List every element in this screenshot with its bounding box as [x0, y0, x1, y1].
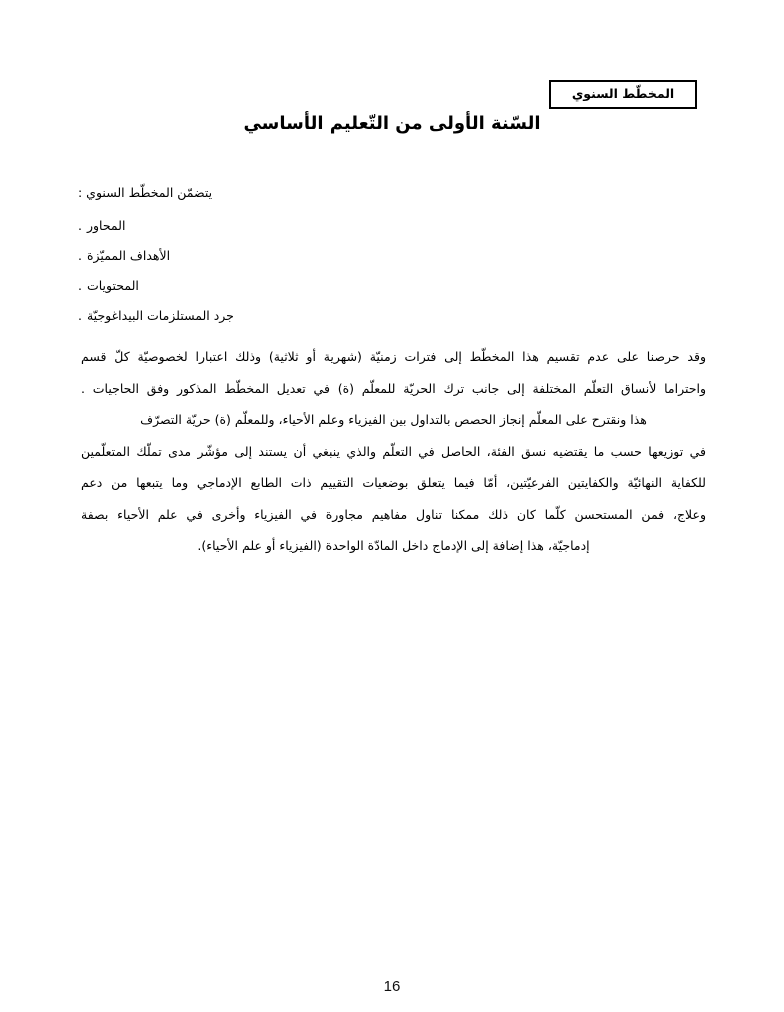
section-title-box [549, 80, 697, 109]
list-item [78, 248, 784, 278]
page-title: السّنة الأولى من التّعليم الأساسي [243, 113, 541, 134]
list-item [78, 218, 784, 248]
body-line: في توزيعها حسب ما يقتضيه نسق الفئة، الحاصل في التعلّم والذي ينبغي أن يستند إلى مؤشّر مدى تملّك المتعلّمين [81, 443, 706, 459]
body-line: هذا ونقترح على المعلّم إنجاز الحصص بالتداول بين الفيزياء وعلم الأحياء، وللمعلّم (ة) حريّة التصرّف [140, 412, 647, 427]
page-number: 16 [383, 978, 401, 995]
list-item-label: المحتويات [86, 278, 139, 293]
body-line: واحتراما لأنساق التعلّم المختلفة إلى جانب ترك الحريّة للمعلّم (ة) في تعديل المخطّط المذكور وفق الحاجيات . [81, 380, 706, 396]
body-line: للكفاية النهائيّة والكفايتين الفرعيّتين، أمّا فيما يتعلق بوضعيات التقييم ذات الطابع الإدماجي وما يتبعها من دعم [81, 475, 706, 490]
intro-text-label: يتضمّن المخطّط السنوي : [78, 185, 213, 200]
bullet-marker-icon: . [78, 248, 82, 263]
list-item [78, 308, 784, 338]
body-line: وقد حرصنا على عدم تقسيم هذا المخطّط إلى فترات زمنيّة (شهرية أو ثلاثية) وذلك اعتبارا لخصوصيّة كلّ قسم [81, 349, 706, 364]
bullet-marker-icon: . [78, 308, 82, 323]
list-item-label: المحاور [86, 218, 126, 233]
body-line: وعلاج، فمن المستحسن كلّما كان ذلك ممكنا تناول مفاهيم مجاورة في الفيزياء وأخرى في علم الأحياء بصفة [81, 506, 706, 522]
section-title-label: المخطّط السنوي [571, 86, 675, 102]
contents-list [78, 218, 784, 338]
list-item-label: الأهداف المميّزة [86, 248, 171, 263]
list-item [78, 278, 784, 308]
body-line: إدماجيّة، هذا إضافة إلى الإدماج داخل المادّة الواحدة (الفيزياء أو علم الأحياء). [197, 538, 590, 553]
body-paragraph [81, 341, 706, 562]
intro-text [78, 184, 784, 202]
bullet-marker-icon: . [78, 218, 82, 233]
bullet-marker-icon: . [78, 278, 82, 293]
list-item-label: جرد المستلزمات البيداغوجيّة [86, 308, 234, 323]
